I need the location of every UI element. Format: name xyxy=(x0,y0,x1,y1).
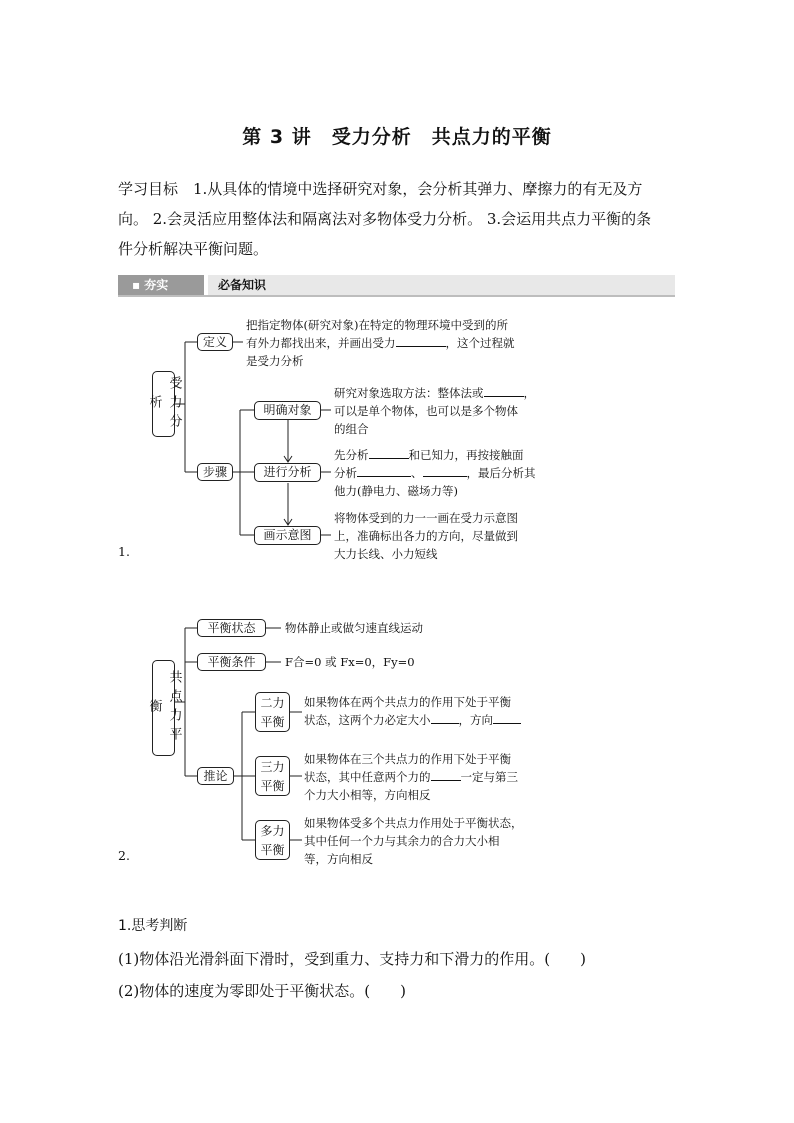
item-number: 2. xyxy=(118,848,130,863)
banner-title: 必备知识 xyxy=(208,275,675,295)
answer-blank xyxy=(431,711,459,724)
three-force-box: 三力平衡 xyxy=(255,756,290,796)
goals-line: 向。 2.会灵活应用整体法和隔离法对多物体受力分析。 3.会运用共点力平衡的条 xyxy=(118,210,652,228)
step-identify-box: 明确对象 xyxy=(254,401,321,420)
definition-text: 把指定物体(研究对象)在特定的物理环境中受到的所 有外力都找出来，并画出受力 ，这个过程就 是受力分析 xyxy=(246,318,515,368)
two-force-box: 二力平衡 xyxy=(255,692,290,732)
step-draw-box: 画示意图 xyxy=(254,526,321,545)
root-box-force-analysis: 受力分析 xyxy=(152,371,175,437)
step-analyze-box: 进行分析 xyxy=(254,463,321,482)
answer-blank xyxy=(484,384,524,397)
step-identify-text: 研究对象选取方法：整体法或 ， 可以是单个物体，也可以是多个物体 的组合 xyxy=(334,386,535,436)
question-item: (1)物体沿光滑斜面下滑时，受到重力、支持力和下滑力的作用。( ) xyxy=(118,950,586,968)
goals-line: 学习目标 1.从具体的情境中选择研究对象，会分析其弹力、摩擦力的有无及方 xyxy=(118,180,643,198)
answer-blank xyxy=(357,464,411,477)
goals-line: 件分析解决平衡问题。 xyxy=(118,240,269,258)
answer-blank xyxy=(396,334,446,347)
answer-blank xyxy=(369,446,409,459)
banner-tag: ▪ 夯实 xyxy=(118,275,204,295)
answer-blank xyxy=(431,768,461,781)
multi-force-box: 多力平衡 xyxy=(255,820,290,860)
equilibrium-state-text: 物体静止或做匀速直线运动 xyxy=(285,621,423,635)
multi-force-text: 如果物体受多个共点力作用处于平衡状态， 其中任何一个力与其余力的合力大小相 等，方向相反 xyxy=(304,816,523,866)
steps-box: 步骤 xyxy=(197,463,233,481)
page-title: 第 3 讲 受力分析 共点力的平衡 xyxy=(242,126,552,148)
definition-box: 定义 xyxy=(197,333,233,351)
section-heading: 1.思考判断 xyxy=(118,918,188,934)
three-force-text: 如果物体在三个共点力的作用下处于平衡 状态，其中任意两个力的 一定与第三 个力大小相等，方向相反 xyxy=(304,752,518,802)
equilibrium-state-box: 平衡状态 xyxy=(197,619,266,637)
two-force-text: 如果物体在两个共点力的作用下处于平衡 状态，这两个力必定大小 ，方向 xyxy=(304,693,521,729)
item-number: 1. xyxy=(118,544,130,559)
equilibrium-condition-text: F合=0 或 Fx=0，Fy=0 xyxy=(285,655,415,669)
answer-blank xyxy=(423,464,467,477)
question-item: (2)物体的速度为零即处于平衡状态。( ) xyxy=(118,982,406,1000)
equilibrium-condition-box: 平衡条件 xyxy=(197,653,266,671)
answer-blank xyxy=(493,711,521,724)
root-box-equilibrium: 共点力平衡 xyxy=(152,660,175,756)
inference-box: 推论 xyxy=(197,767,234,785)
step-draw-text: 将物体受到的力一一画在受力示意图 上，准确标出各力的方向，尽量做到 大力长线、小力短线 xyxy=(334,511,518,561)
step-analyze-text: 先分析 和已知力，再按接触面 分析 、 ，最后分析其 他力(静电力、磁场力等) xyxy=(334,448,536,498)
